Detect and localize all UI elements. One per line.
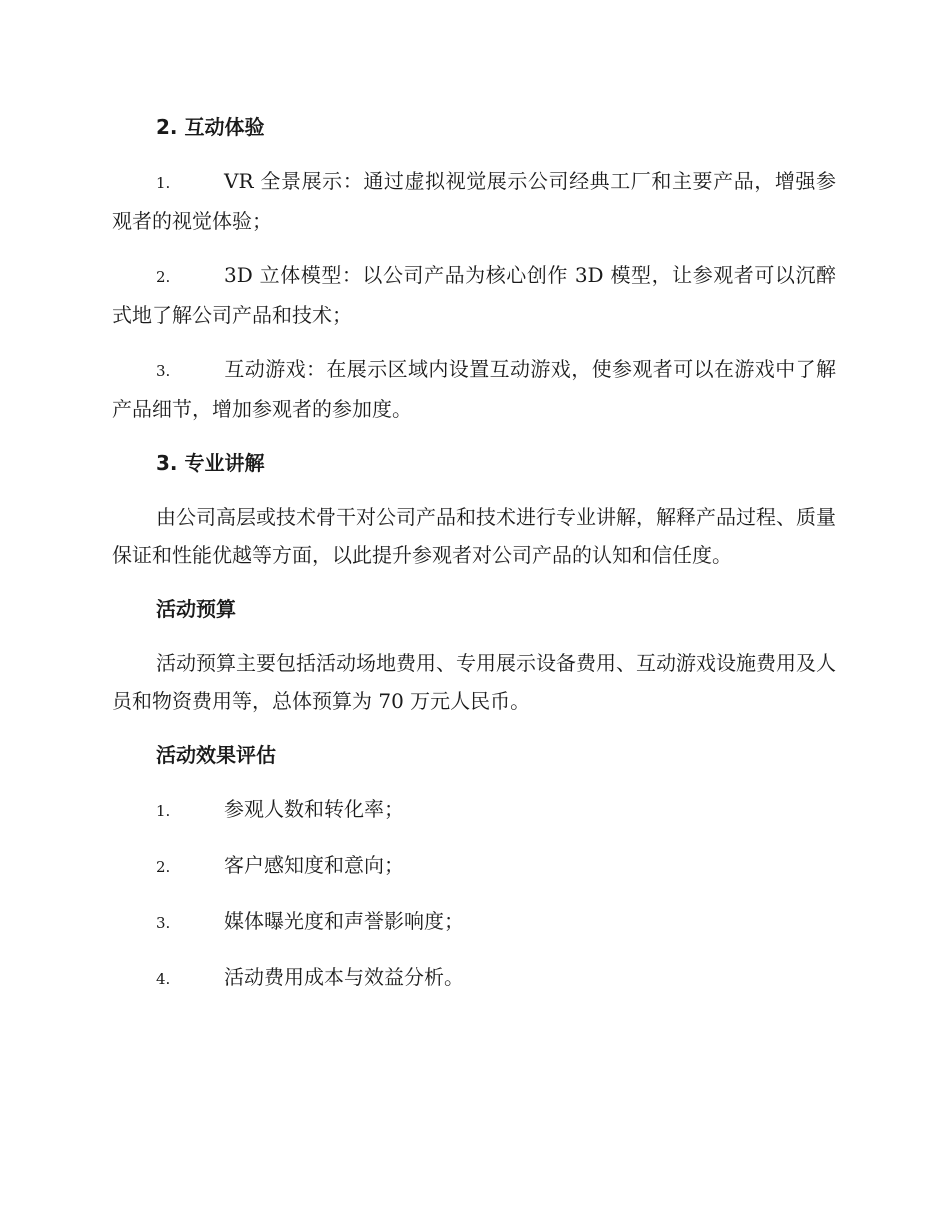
- list-item-text: 3D 立体模型：以公司产品为核心创作 3D 模型，让参观者可以沉醉式地了解公司产品和技术；: [112, 263, 836, 327]
- list-number: 1.: [156, 802, 171, 820]
- list-item-text: VR 全景展示：通过虚拟视觉展示公司经典工厂和主要产品，增强参观者的视觉体验；: [112, 169, 836, 233]
- heading-professional-explanation: 3. 专业讲解: [156, 451, 265, 475]
- heading-budget: 活动预算: [156, 597, 236, 621]
- list-item: [112, 256, 836, 334]
- heading-interactive-experience: 2. 互动体验: [156, 115, 265, 139]
- list-item-text: 媒体曝光度和声誉影响度；: [224, 909, 464, 933]
- list-item-text: 活动费用成本与效益分析。: [224, 965, 464, 989]
- list-item: [112, 846, 836, 886]
- list-item-text: 客户感知度和意向；: [224, 853, 404, 877]
- list-number: 3.: [156, 914, 171, 932]
- list-item: [112, 902, 836, 942]
- list-number: 2.: [156, 268, 171, 286]
- list-item: [112, 162, 836, 240]
- list-item-text: 参观人数和转化率；: [224, 797, 404, 821]
- list-item: [112, 350, 836, 428]
- list-item: [112, 790, 836, 830]
- document-page: [112, 108, 836, 998]
- list-item: [112, 958, 836, 998]
- heading-evaluation: 活动效果评估: [156, 743, 276, 767]
- list-number: 4.: [156, 970, 171, 988]
- list-item-text: 互动游戏：在展示区域内设置互动游戏，使参观者可以在游戏中了解产品细节，增加参观者的参加度。: [112, 357, 836, 421]
- list-number: 3.: [156, 362, 171, 380]
- list-number: 2.: [156, 858, 171, 876]
- paragraph-budget: 活动预算主要包括活动场地费用、专用展示设备费用、互动游戏设施费用及人员和物资费用等，总体预算为 70 万元人民币。: [112, 651, 836, 713]
- list-number: 1.: [156, 174, 171, 192]
- paragraph-explanation: 由公司高层或技术骨干对公司产品和技术进行专业讲解，解释产品过程、质量保证和性能优越等方面，以此提升参观者对公司产品的认知和信任度。: [112, 505, 836, 567]
